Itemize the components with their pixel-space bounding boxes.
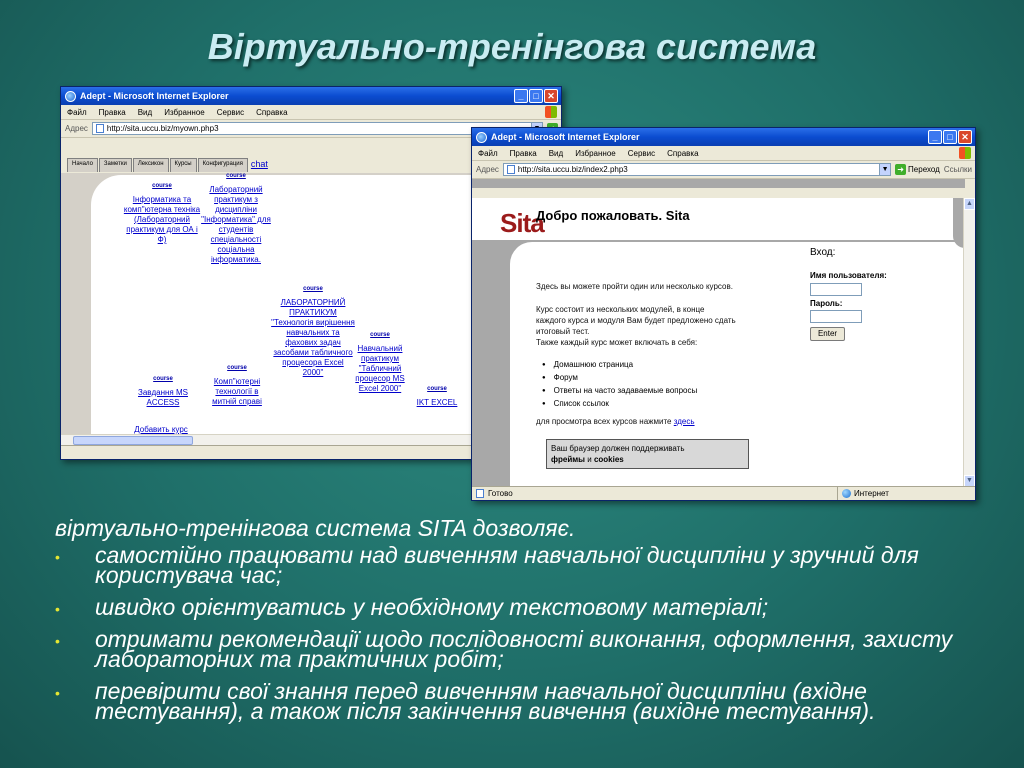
window-titlebar[interactable] xyxy=(472,128,975,146)
slide-title: Віртуально-тренінгова система xyxy=(207,26,817,67)
windows-logo-icon xyxy=(545,106,557,118)
tab-courses[interactable]: Курсы xyxy=(170,158,197,172)
feature-list xyxy=(542,359,697,411)
slide-bullets xyxy=(55,542,985,733)
menu-view[interactable]: Вид xyxy=(137,107,153,117)
description-line: итоговый тест. xyxy=(536,327,590,336)
address-input[interactable] xyxy=(503,163,891,176)
notice-frames: фреймы xyxy=(551,455,586,464)
welcome-heading: Добро пожаловать. Sita xyxy=(536,208,690,223)
window-title: Adept - Microsoft Internet Explorer xyxy=(491,132,640,142)
windows-logo-icon xyxy=(959,147,971,159)
page-icon xyxy=(96,124,104,133)
list-item: ● Список ссылок xyxy=(542,398,697,411)
window-title: Adept - Microsoft Internet Explorer xyxy=(80,91,229,101)
login-title: Вход: xyxy=(810,247,836,258)
menu-help[interactable]: Справка xyxy=(256,107,288,117)
course-description xyxy=(536,304,736,348)
page-icon xyxy=(476,489,484,498)
maximize-button[interactable]: □ xyxy=(943,130,957,144)
ie-icon xyxy=(476,132,487,143)
globe-icon xyxy=(842,489,851,498)
menu-file[interactable]: Файл xyxy=(478,148,498,158)
menu-tools[interactable]: Сервис xyxy=(627,148,656,158)
all-courses-text xyxy=(536,416,695,427)
menu-file[interactable]: Файл xyxy=(67,107,87,117)
username-label: Имя пользователя: xyxy=(810,271,887,280)
course-keyword: course xyxy=(153,376,173,382)
course-keyword: course xyxy=(370,332,390,338)
add-course-label[interactable]: Добавить курс xyxy=(134,425,188,434)
zone-label: Интернет xyxy=(854,489,889,498)
bullet-dot-icon: • xyxy=(55,685,60,701)
menu-bar xyxy=(61,105,561,120)
tab-lexicon[interactable]: Лексикон xyxy=(133,158,169,172)
course-title[interactable]: Комп"ютерні технології в митній справі xyxy=(212,377,262,406)
menu-favorites[interactable]: Избранное xyxy=(164,107,205,117)
browser-window-index2 xyxy=(471,127,976,501)
description-line: каждого курса и модуля Вам будет предложено сдать xyxy=(536,316,736,325)
address-label: Адрес xyxy=(476,165,499,174)
notice-and: и xyxy=(587,455,592,464)
list-item: ● Форум xyxy=(542,372,697,385)
course-title[interactable]: IKT EXCEL xyxy=(416,398,458,407)
notice-line: Ваш браузер должен поддерживать xyxy=(551,444,685,453)
tab-start[interactable]: Начало xyxy=(67,158,98,172)
menu-tools[interactable]: Сервис xyxy=(216,107,245,117)
address-label: Адрес xyxy=(65,124,88,133)
password-label: Пароль: xyxy=(810,299,843,308)
scroll-up-icon[interactable]: ▲ xyxy=(964,198,975,210)
go-arrow-icon: ➜ xyxy=(895,164,906,175)
scroll-thumb[interactable] xyxy=(73,436,193,445)
description-line: Курс состоит из нескольких модулей, в конце xyxy=(536,305,705,314)
address-bar xyxy=(472,161,975,179)
chat-link[interactable]: chat xyxy=(250,159,268,169)
slide-intro: віртуально-тренінгова система SITA дозволяє. xyxy=(55,515,576,541)
bullet-item xyxy=(55,542,985,588)
tab-config[interactable]: Конфигурация xyxy=(198,158,248,172)
bullet-item xyxy=(55,678,985,724)
enter-button[interactable]: Enter xyxy=(810,327,845,341)
menu-favorites[interactable]: Избранное xyxy=(575,148,616,158)
bullet-item xyxy=(55,594,985,620)
toolbar-strip xyxy=(472,179,965,188)
course-title[interactable]: Завдання MS ACCESS xyxy=(138,388,188,407)
course-keyword: course xyxy=(152,183,172,189)
menu-edit[interactable]: Правка xyxy=(98,107,126,117)
links-label[interactable]: Ссылки xyxy=(943,165,972,174)
go-button[interactable] xyxy=(895,164,940,175)
menu-bar xyxy=(472,146,975,161)
vertical-scrollbar[interactable] xyxy=(963,198,975,487)
close-button[interactable]: ✕ xyxy=(958,130,972,144)
address-dropdown-icon[interactable]: ▼ xyxy=(879,164,890,175)
intro-text: Здесь вы можете пройти один или несколько курсов. xyxy=(536,282,733,291)
course-item[interactable] xyxy=(271,284,355,378)
bullet-dot-icon: • xyxy=(55,549,60,565)
close-button[interactable]: ✕ xyxy=(544,89,558,103)
description-line: Также каждый курс может включать в себя: xyxy=(536,338,698,347)
bullet-text: перевірити свої знання перед вивченням навчальної дисципліни (вхідне тестування), а також після закінчення вивчення (вихідне тестування). xyxy=(95,678,876,724)
maximize-button[interactable]: □ xyxy=(529,89,543,103)
page-icon xyxy=(507,165,515,174)
list-item: ● Ответы на часто задаваемые вопросы xyxy=(542,385,697,398)
course-title[interactable]: Інформатика та комп"ютерна техніка (Лабораторний практикум для ОА і Ф) xyxy=(123,195,201,244)
course-keyword: course xyxy=(227,365,247,371)
menu-view[interactable]: Вид xyxy=(548,148,564,158)
minimize-button[interactable]: _ xyxy=(928,130,942,144)
status-text: Готово xyxy=(488,489,513,498)
course-keyword: course xyxy=(303,286,323,292)
address-url: http://sita.uccu.biz/index2.php3 xyxy=(517,165,628,174)
sita-logo: Sita xyxy=(500,208,544,238)
course-item[interactable] xyxy=(409,384,465,408)
course-keyword: course xyxy=(427,386,447,392)
ie-icon xyxy=(65,91,76,102)
all-courses-prefix: для просмотра всех курсов нажмите xyxy=(536,417,672,426)
window-titlebar[interactable] xyxy=(61,87,561,105)
all-courses-link[interactable]: здесь xyxy=(673,417,695,426)
go-label: Переход xyxy=(908,165,940,174)
course-title[interactable]: Лабораторний практикум з дисципліни "Інформатика" для студентів спеціальності соціальна інформатика. xyxy=(201,185,271,264)
bullet-item xyxy=(55,626,985,672)
password-input[interactable] xyxy=(810,310,862,323)
tab-notes[interactable]: Заметки xyxy=(99,158,132,172)
bullet-text: отримати рекомендації щодо послідовності виконання, оформлення, захисту лабораторних та практичних робіт; xyxy=(95,626,953,672)
status-bar xyxy=(472,486,975,500)
security-zone xyxy=(837,487,975,500)
bullet-dot-icon: • xyxy=(55,601,60,617)
course-tabs xyxy=(61,156,268,172)
address-url: http://sita.uccu.biz/myown.php3 xyxy=(106,124,219,133)
course-item[interactable] xyxy=(123,181,201,245)
minimize-button[interactable]: _ xyxy=(514,89,528,103)
course-keyword: course xyxy=(226,173,246,179)
scroll-down-icon[interactable]: ▼ xyxy=(964,475,975,487)
bullet-text: самостійно працювати над вивченням навчальної дисципліни у зручний для користувача час; xyxy=(95,542,919,588)
add-course-link[interactable] xyxy=(123,425,199,434)
course-item[interactable] xyxy=(127,374,199,408)
course-item[interactable] xyxy=(200,171,272,265)
browser-notice xyxy=(546,439,749,469)
bullet-dot-icon: • xyxy=(55,633,60,649)
menu-edit[interactable]: Правка xyxy=(509,148,537,158)
menu-help[interactable]: Справка xyxy=(667,148,699,158)
course-title[interactable]: ЛАБОРАТОРНИЙ ПРАКТИКУМ "Технологія вирішення навчальних та фахових задач засобами табличного процесора Excel 2000" xyxy=(271,298,355,377)
course-item[interactable] xyxy=(349,330,411,394)
bullet-text: швидко орієнтуватись у необхідному текстовому матеріалі; xyxy=(95,594,769,620)
course-title[interactable]: Навчальний практикум "Табличний процесор MS Excel 2000" xyxy=(355,344,405,393)
username-input[interactable] xyxy=(810,283,862,296)
list-item: ● Домашнюю страница xyxy=(542,359,697,372)
course-item[interactable] xyxy=(203,363,271,407)
notice-cookies: cookies xyxy=(593,455,624,464)
